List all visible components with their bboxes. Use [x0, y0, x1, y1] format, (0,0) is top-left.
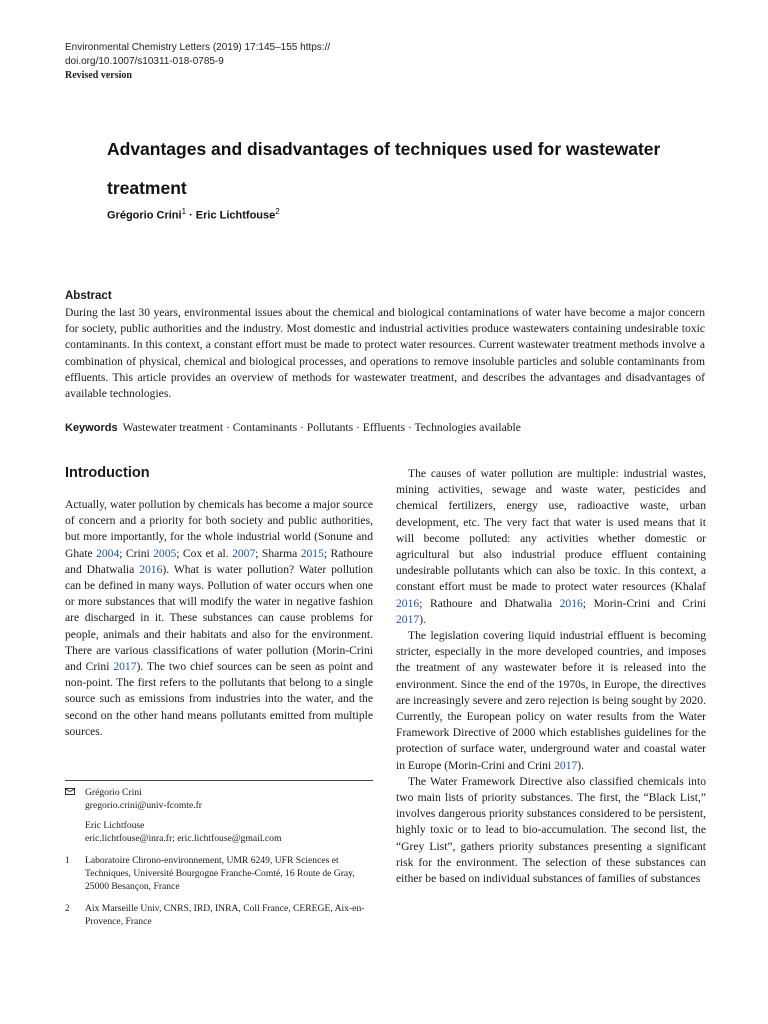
affiliation-2 [65, 902, 373, 929]
email-link-2[interactable]: eric.lichtfouse@inra.fr; eric.lichtfouse@gmail.com [85, 833, 282, 845]
author-list [107, 207, 280, 222]
intro-text: Actually, water pollution by chemicals has become a major source of concern and a priority for both society and public authorities, but more importantly, for the whole industrial world (Sonune and Ghate [65, 498, 373, 560]
author-crini-affiliation: 1 [181, 207, 187, 216]
affiliation-1 [65, 854, 373, 894]
abstract-text: During the last 30 years, environmental issues about the chemical and biological contaminations of water have become a major concern for society, public authorities and the industry. Most domestic and industrial activities produce wastewaters containing undesirable toxic contaminants. In this context, a constant effort must be made to protect water resources. Current wastewater treatment methods involve a combination of physical, chemical and biological processes, and operations to remove insoluble particles and soluble contaminants from effluents. This article provides an overview of methods for wastewater treatment, and describes the advantages and disadvantages of available technologies. [65, 306, 705, 401]
body-text: ). [577, 758, 585, 772]
intro-text: ; Rathoure and Dhatwalia [65, 546, 373, 576]
affiliation-2-text: Aix Marseille Univ, CNRS, IRD, INRA, Coll France, CEREGE, Aix-en-Provence, France [85, 902, 365, 928]
affiliation-1-text: Laboratoire Chrono-environnement, UMR 6249, UFR Sciences et Techniques, Université Bourgogne Franche-Comté, 16 Route de Gray, 25000 Besançon, France [85, 854, 355, 893]
journal-citation: Environmental Chemistry Letters (2019) 17:145–155 https:// [65, 42, 331, 53]
author-lichtfouse-affiliation: 2 [275, 207, 280, 216]
paper-title-line-2: treatment [107, 178, 187, 198]
introduction-heading: Introduction [65, 465, 150, 481]
body-text: ). [419, 612, 426, 626]
author-crini[interactable]: Grégorio Crini [107, 209, 182, 222]
intro-text: ; Crini [119, 546, 154, 560]
author-separator: · [186, 209, 196, 222]
body-text: ; Rathoure and Dhatwalia [419, 596, 560, 610]
citation-link[interactable]: 2016 [559, 596, 583, 610]
intro-text: ; Sharma [255, 546, 301, 560]
paper-title-line-1: Advantages and disadvantages of techniques used for wastewater [107, 139, 661, 159]
footnotes [65, 786, 373, 929]
email-link-1[interactable]: gregorio.crini@univ-fcomte.fr [85, 800, 202, 812]
keywords-label: Keywords [65, 422, 118, 434]
citation-link[interactable]: 2017 [554, 758, 578, 772]
intro-text: ). The two chief sources can be seen as point and non-point. The first refers to the pollutants that belong to a single source such as emissions from industries into the water, and the second on the other hand means pollutants emitted from multiple sources. [65, 660, 373, 738]
abstract-heading: Abstract [65, 290, 112, 302]
footnote-divider [65, 780, 373, 781]
citation-link[interactable]: 2016 [139, 562, 163, 576]
citation-link[interactable]: 2015 [300, 546, 324, 560]
intro-text: ; Cox et al. [176, 546, 233, 560]
body-paragraph-1 [396, 466, 706, 628]
corresponding-author-block [65, 786, 373, 846]
intro-text: ). What is water pollution? Water pollution can be defined in many ways. Pollution of water occurs when one or more substances that will modify the water in negative fashion are discharged in it. These substances can cause problems for people, animals and their habitats and also for the environment. There are various classifications of water pollution (Morin-Crini and Crini [65, 562, 373, 674]
right-column [396, 466, 706, 887]
version-label: Revised version [65, 70, 132, 81]
body-paragraph-3: The Water Framework Directive also classified chemicals into two main lists of priority substances. The first, the “Black List,” involves dangerous priority substances considered to be persistent, highly toxic or to lead to bio-accumulation. The second list, the “Grey List”, gathers priority substances presenting a significant risk for the environment. The selection of these substances can either be based on individual substances of families of substances [396, 774, 706, 886]
citation-link[interactable]: 2017 [396, 612, 420, 626]
affiliation-1-mark: 1 [65, 854, 70, 865]
keywords-text: Wastewater treatment · Contaminants · Pollutants · Effluents · Technologies available [122, 421, 521, 434]
citation-link[interactable]: 2007 [232, 546, 256, 560]
author-lichtfouse[interactable]: Eric Lichtfouse [195, 209, 276, 222]
body-text: The legislation covering liquid industrial effluent is becoming stricter, especially in the more developed countries, and imposes the treatment of any wastewater before it is released into the environment. Since the end of the 1970s, in Europe, the directives are increasingly severe and zero rejection is being sought by 2020. Currently, the European policy on water results from the Water Framework Directive of 2000 which establishes guidelines for the protection of surface water, underground water and coastal water in Europe (Morin-Crini and Crini [396, 629, 706, 772]
footnote-author-2: Eric Lichtfouse [85, 819, 145, 831]
citation-link[interactable]: 2004 [96, 546, 120, 560]
envelope-icon [65, 788, 75, 795]
citation-link[interactable]: 2016 [396, 596, 420, 610]
body-paragraph-2 [396, 628, 706, 774]
left-column [65, 497, 373, 740]
body-text: ; Morin-Crini and Crini [582, 596, 706, 610]
affiliation-2-mark: 2 [65, 902, 70, 913]
intro-paragraph-1 [65, 497, 373, 740]
keywords-line [65, 421, 705, 434]
footnote-author-1: Grégorio Crini [85, 787, 142, 798]
citation-link[interactable]: 2005 [153, 546, 177, 560]
doi-link[interactable]: doi.org/10.1007/s10311-018-0785-9 [65, 56, 224, 67]
citation-link[interactable]: 2017 [113, 660, 137, 674]
body-text: The causes of water pollution are multiple: industrial wastes, mining activities, sewage and waste water, pesticides and chemical fertilizers, energy use, radioactive waste, urban development, etc. The very fact that water is used means that it will become polluted: any activities whether domestic or agricultural but also industrial produce effluent containing undesirable pollutants which can also be toxic. In this context, a constant effort must be made to protect water resources (Khalaf [396, 467, 706, 594]
